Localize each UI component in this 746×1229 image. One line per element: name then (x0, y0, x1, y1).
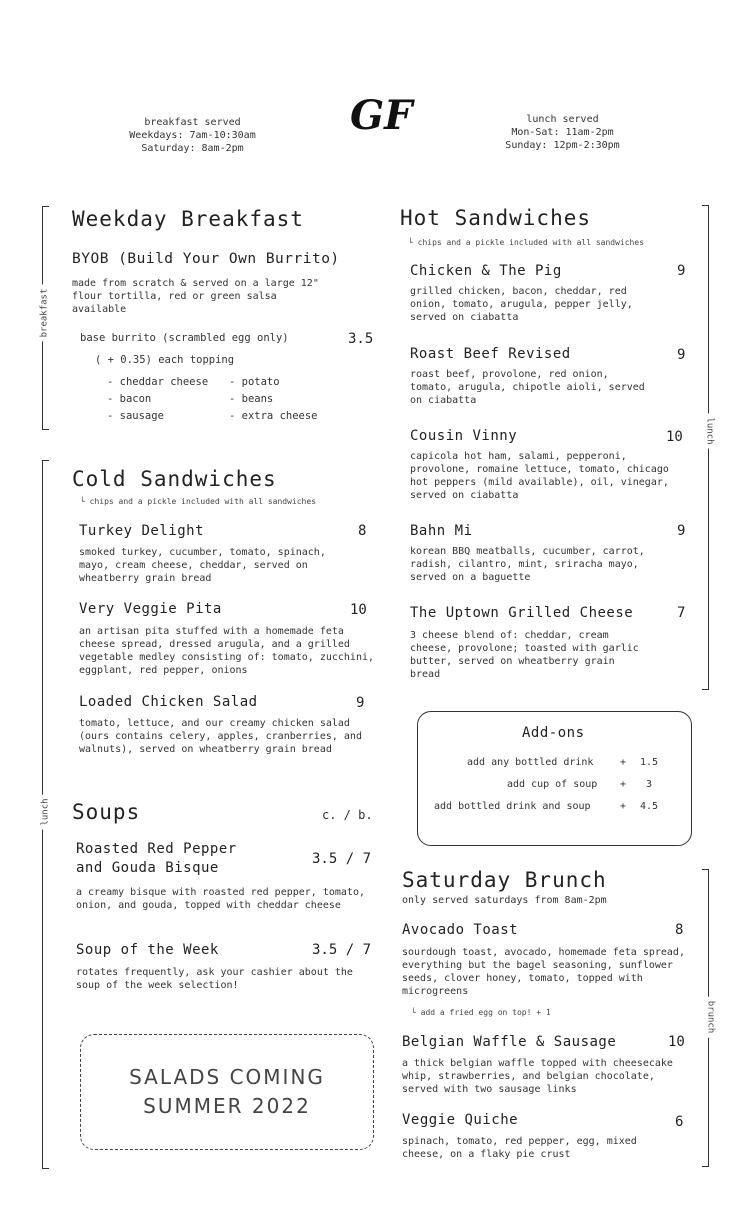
menu-item-name: Roasted Red Pepper and Gouda Bisque (76, 841, 237, 876)
base-burrito-label: base burrito (scrambled egg only) (80, 332, 289, 344)
hot-sandwiches-title: Hot Sandwiches (400, 206, 592, 230)
menu-item-name: Soup of the Week (76, 942, 219, 958)
menu-item-description: korean BBQ meatballs, cucumber, carrot, radish, cilantro, mint, sriracha mayo, served on a baguette (410, 546, 645, 583)
menu-item-price: 3.5 / 7 (312, 851, 372, 867)
menu-item-name: Veggie Quiche (402, 1112, 519, 1128)
menu-item-name: Loaded Chicken Salad (79, 694, 258, 710)
logo: GF (350, 92, 413, 139)
menu-item-name: Turkey Delight (79, 523, 205, 539)
topping-item: - cheddar cheese (107, 376, 209, 388)
cold-sandwiches-note: └ chips and a pickle included with all sandwiches (80, 497, 317, 506)
topping-item: - potato (229, 376, 280, 388)
menu-item-price: 3.5 / 7 (312, 942, 372, 958)
menu-item-description: a thick belgian waffle topped with cheesecake whip, strawberries, and belgian chocolate, served with two sausage links (402, 1058, 673, 1095)
addon-label: add cup of soup (507, 779, 598, 790)
addon-separator: + (620, 757, 627, 768)
menu-item-description: spinach, tomato, red pepper, egg, mixed cheese, on a flaky pie crust (402, 1136, 637, 1160)
menu-item-name: The Uptown Grilled Cheese (410, 605, 634, 621)
breakfast-hours-line: breakfast served (144, 117, 241, 128)
salads-notice-line: SUMMER 2022 (143, 1094, 311, 1118)
topping-item: - extra cheese (229, 410, 318, 422)
cold-sandwiches-title: Cold Sandwiches (72, 467, 277, 491)
addon-price: 1.5 (640, 757, 659, 768)
menu-item-description: an artisan pita stuffed with a homemade feta cheese spread, dressed arugula, and a grilled vegetable medley consisting of: tomato, zucchini, eggplant, red pepper, onions (79, 626, 375, 676)
lunch-hours-line: Mon-Sat: 11am-2pm (511, 127, 614, 138)
lunch-hours (470, 113, 655, 152)
topping-price-label: ( + 0.35) each topping (95, 354, 235, 366)
addon-label: add bottled drink and soup (434, 801, 591, 812)
fried-egg-note: └ add a fried egg on top! + 1 (411, 1008, 551, 1017)
saturday-brunch-title: Saturday Brunch (402, 868, 607, 892)
menu-item-description: rotates frequently, ask your cashier about the soup of the week selection! (76, 967, 353, 991)
topping-item: - bacon (107, 393, 152, 405)
base-burrito-price: 3.5 (348, 331, 374, 347)
addon-price: 3 (646, 779, 653, 790)
lunch-left-side-label: lunch (39, 794, 53, 829)
menu-item-name: Very Veggie Pita (79, 601, 222, 617)
brunch-side-label: brunch (703, 997, 717, 1038)
topping-item: - sausage (107, 410, 164, 422)
menu-item-description: a creamy bisque with roasted red pepper, tomato, onion, and gouda, topped with cheddar cheese (76, 887, 365, 911)
soup-sizes: c. / b. (322, 808, 373, 822)
menu-item-description: roast beef, provolone, red onion, tomato, arugula, chipotle aioli, served on ciabatta (410, 369, 645, 406)
menu-item-price: 9 (677, 263, 686, 279)
menu-item-price: 9 (677, 523, 686, 539)
breakfast-side-label: breakfast (37, 285, 51, 342)
menu-item-price: 10 (350, 602, 367, 618)
salads-notice-line: SALADS COMING (129, 1065, 325, 1089)
menu-item-description: grilled chicken, bacon, cheddar, red onion, tomato, arugula, pepper jelly, served on ciabatta (410, 286, 633, 323)
breakfast-hours-line: Saturday: 8am-2pm (141, 143, 244, 154)
menu-item-price: 8 (675, 922, 684, 938)
menu-item-price: 8 (358, 523, 367, 539)
menu-item-description: tomato, lettuce, and our creamy chicken salad (ours contains celery, apples, cranberries, and walnuts), served on wheatberry grain bread (79, 718, 362, 755)
breakfast-hours (100, 116, 285, 155)
menu-item-name: Avocado Toast (402, 922, 519, 938)
menu-item-price: 10 (666, 429, 683, 445)
byob-description: made from scratch & served on a large 12" flour tortilla, red or green salsa available (72, 278, 319, 315)
menu-item-description: sourdough toast, avocado, homemade feta spread, everything but the bagel seasoning, sunflower seeds, clover honey, tomato, topped with microgreens (402, 947, 685, 997)
menu-item-description: 3 cheese blend of: cheddar, cream cheese, provolone; toasted with garlic butter, served on wheatberry grain bread (410, 630, 639, 680)
addon-separator: + (620, 801, 627, 812)
menu-item-price: 7 (677, 605, 686, 621)
soups-title: Soups (72, 800, 141, 824)
topping-item: - beans (229, 393, 274, 405)
hot-sandwiches-note: └ chips and a pickle included with all sandwiches (408, 238, 645, 247)
saturday-brunch-subtitle: only served saturdays from 8am-2pm (402, 895, 607, 906)
lunch-hours-line: Sunday: 12pm-2:30pm (505, 140, 620, 151)
byob-title: BYOB (Build Your Own Burrito) (72, 251, 340, 267)
menu-item-name: Roast Beef Revised (410, 346, 571, 362)
addons-title: Add-ons (522, 725, 585, 741)
menu-item-name: Chicken & The Pig (410, 263, 562, 279)
addon-price: 4.5 (640, 801, 659, 812)
menu-item-name: Bahn Mi (410, 523, 473, 539)
menu-item-name: Belgian Waffle & Sausage (402, 1034, 617, 1050)
menu-item-name: Cousin Vinny (410, 428, 518, 444)
salads-coming-notice (80, 1034, 374, 1150)
menu-item-description: capicola hot ham, salami, pepperoni, provolone, romaine lettuce, tomato, chicago hot peppers (mild available), oil, vinegar, served on ciabatta (410, 451, 669, 501)
weekday-breakfast-title: Weekday Breakfast (72, 207, 304, 231)
lunch-hours-line: lunch served (526, 114, 599, 125)
menu-item-price: 6 (675, 1114, 684, 1130)
menu-item-description: smoked turkey, cucumber, tomato, spinach, mayo, cream cheese, cheddar, served on wheatberry grain bread (79, 547, 326, 584)
addon-label: add any bottled drink (467, 757, 594, 768)
addon-separator: + (620, 779, 627, 790)
breakfast-hours-line: Weekdays: 7am-10:30am (129, 130, 256, 141)
lunch-right-side-label: lunch (703, 413, 717, 448)
menu-item-price: 9 (677, 347, 686, 363)
menu-item-price: 9 (356, 695, 365, 711)
menu-item-price: 10 (668, 1034, 685, 1050)
